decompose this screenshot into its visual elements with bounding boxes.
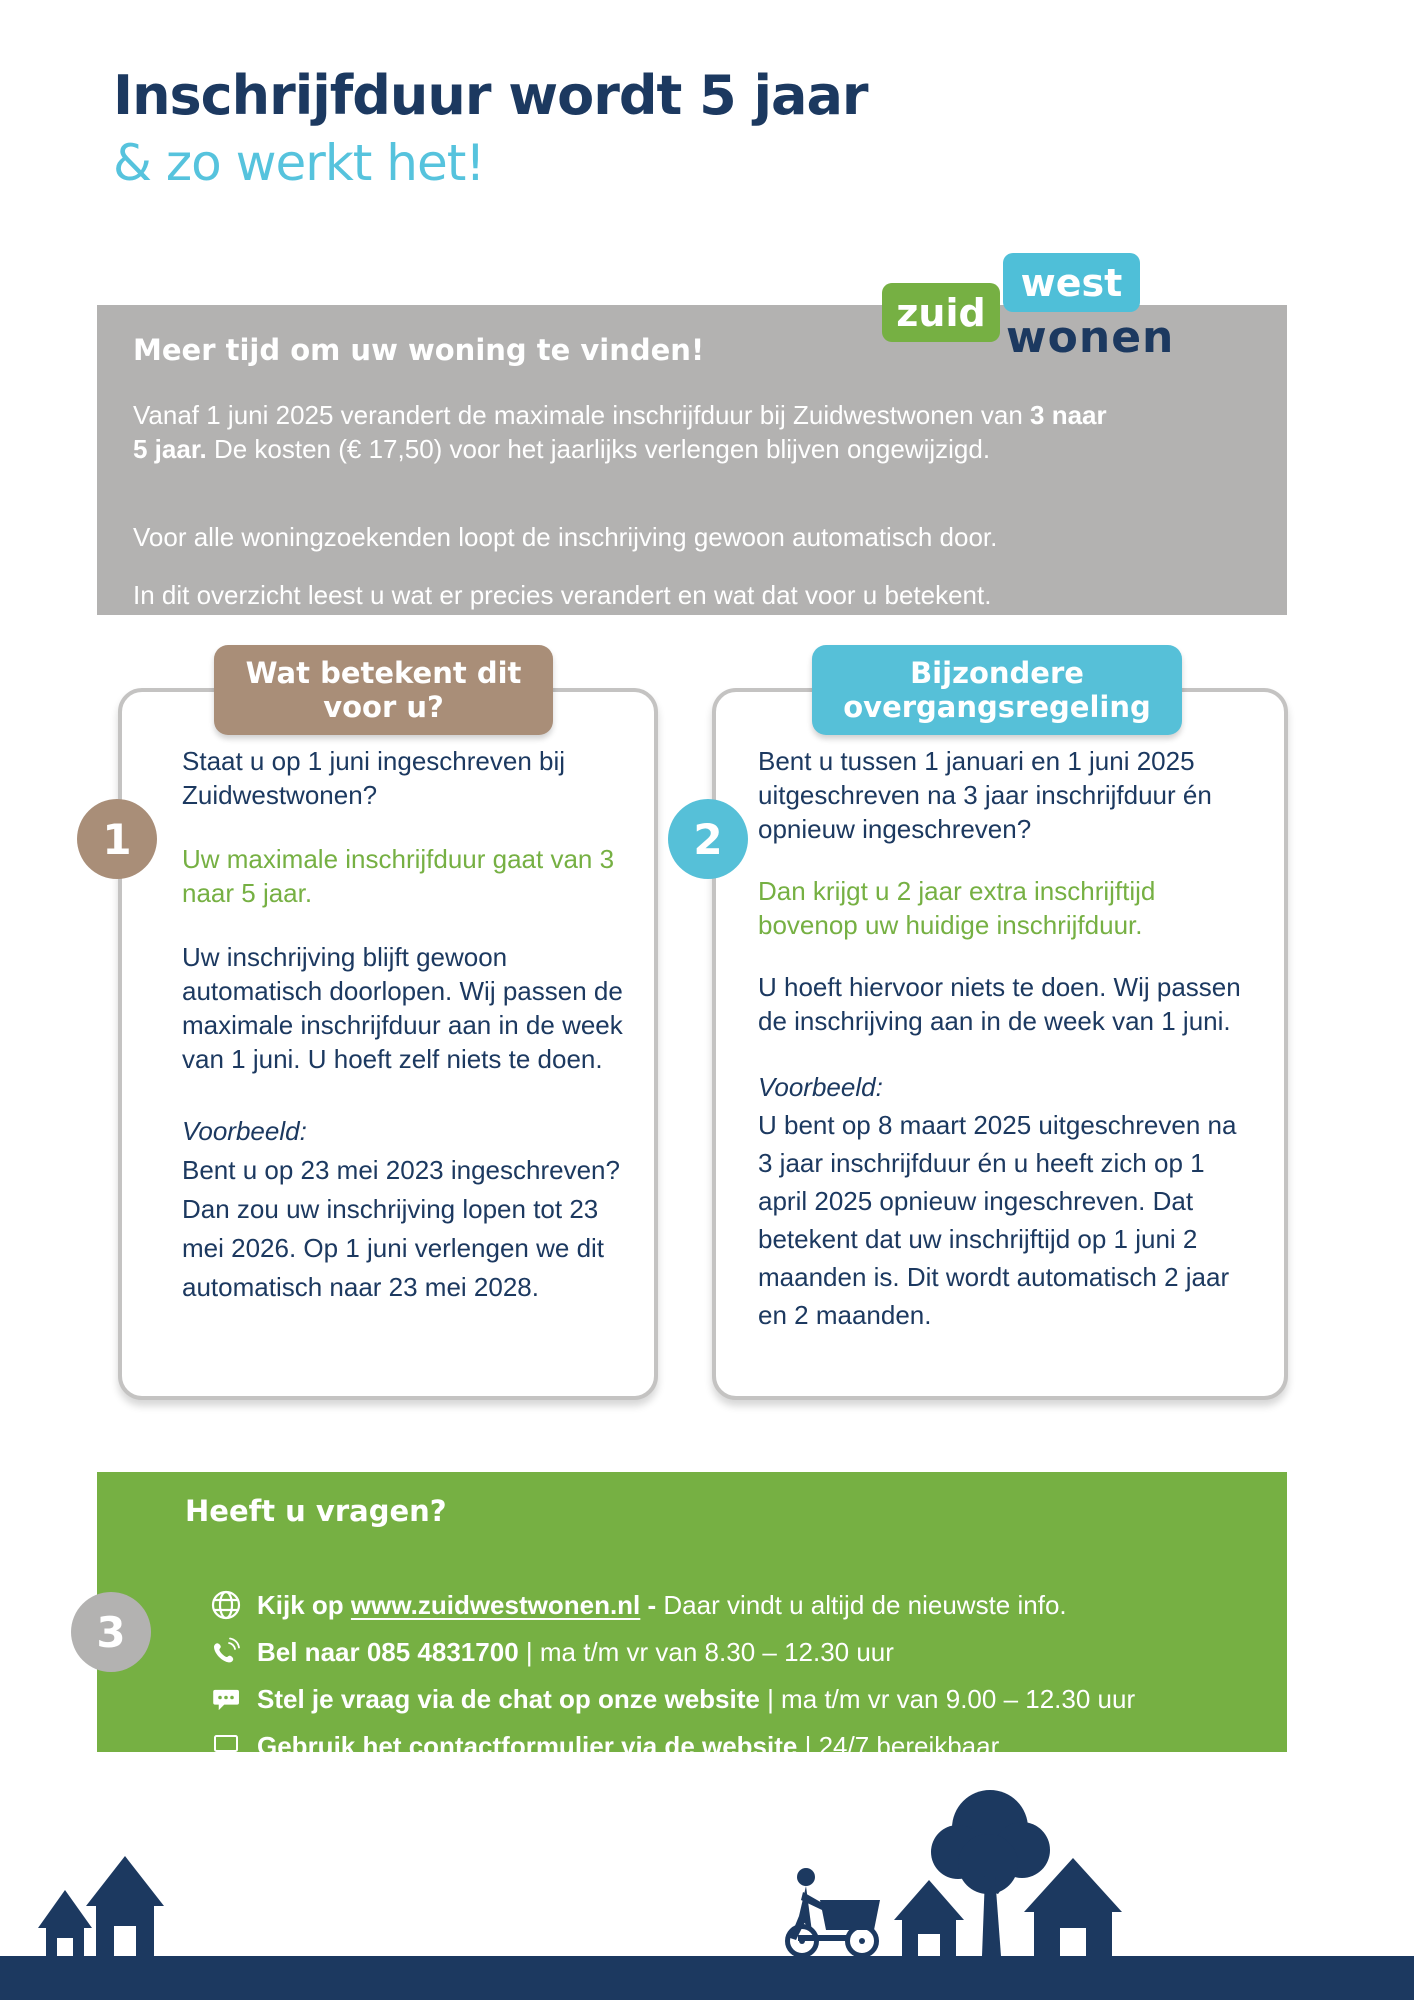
intro-p1-after: De kosten (€ 17,50) voor het jaarlijks verlengen blijven ongewijzigd. bbox=[206, 434, 991, 464]
laptop-icon bbox=[209, 1729, 243, 1763]
intro-heading: Meer tijd om uw woning te vinden! bbox=[133, 333, 705, 367]
contact-chat-hours: | ma t/m vr van 9.00 – 12.30 uur bbox=[759, 1684, 1136, 1714]
intro-paragraph-3: In dit overzicht leest u wat er precies verandert en wat dat voor u betekent. bbox=[133, 580, 992, 610]
logo-zuid-block bbox=[882, 283, 1000, 342]
card2-body: U hoeft hiervoor niets te doen. Wij passen de inschrijving aan in de week van 1 juni. bbox=[758, 972, 1241, 1036]
logo-wonen-text: wonen bbox=[1006, 312, 1175, 363]
card1-example-label: Voorbeeld: bbox=[182, 1116, 307, 1146]
contact-heading: Heeft u vragen? bbox=[185, 1494, 447, 1528]
card2-question: Bent u tussen 1 januari en 1 juni 2025 uitgeschreven na 3 jaar inschrijfduur én opnieuw ingeschreven? bbox=[758, 746, 1212, 844]
house-icon bbox=[1024, 1858, 1122, 1956]
step-1-badge: 1 bbox=[77, 799, 157, 879]
website-link[interactable]: www.zuidwestwonen.nl bbox=[350, 1590, 641, 1620]
card1-question: Staat u op 1 juni ingeschreven bij Zuidwestwonen? bbox=[182, 746, 566, 810]
house-icon bbox=[38, 1890, 92, 1956]
card1-header: Wat betekent dit voor u? bbox=[214, 645, 553, 735]
step-3-badge: 3 bbox=[71, 1592, 151, 1672]
intro-paragraph-1 bbox=[133, 398, 1123, 466]
card2-example bbox=[758, 1068, 1250, 1334]
contact-phone-text bbox=[257, 1636, 894, 1668]
contact-website-text bbox=[257, 1589, 1067, 1621]
logo-west-block bbox=[1003, 253, 1140, 312]
globe-icon bbox=[209, 1588, 243, 1622]
logo-west-text: west bbox=[1020, 260, 1123, 305]
contact-row-form bbox=[209, 1729, 1135, 1763]
card1-highlight: Uw maximale inschrijfduur gaat van 3 naar 5 jaar. bbox=[182, 844, 615, 908]
card2-header: Bijzondere overgangsregeling bbox=[812, 645, 1182, 735]
contact-form-availability: | 24/7 bereikbaar bbox=[797, 1731, 1000, 1761]
contact-chat-text bbox=[257, 1683, 1135, 1715]
cargo-bike-icon bbox=[788, 1868, 881, 1956]
contact-website-prefix: Kijk op bbox=[257, 1590, 351, 1620]
intro-paragraph-2: Voor alle woningzoekenden loopt de inschrijving gewoon automatisch door. bbox=[133, 522, 998, 552]
ground-bar bbox=[0, 1956, 1414, 2000]
contact-phone-bold: Bel naar 085 4831700 bbox=[257, 1637, 519, 1667]
contact-rows bbox=[209, 1588, 1135, 1763]
card1-example bbox=[182, 1112, 628, 1307]
house-icon bbox=[894, 1880, 964, 1956]
card2-highlight: Dan krijgt u 2 jaar extra inschrijftijd bovenop uw huidige inschrijfduur. bbox=[758, 876, 1156, 940]
logo-zuid-text: zuid bbox=[896, 290, 986, 335]
contact-row-phone bbox=[209, 1635, 1135, 1669]
contact-form-bold: Gebruik het contactformulier via de website bbox=[257, 1731, 798, 1761]
card1-example-text: Bent u op 23 mei 2023 ingeschreven? Dan zou uw inschrijving lopen tot 23 mei 2026. Op 1 juni verlengen we dit automatisch naar 23 mei 2028. bbox=[182, 1155, 620, 1302]
contact-website-info: Daar vindt u altijd de nieuwste info. bbox=[663, 1590, 1067, 1620]
card1-body: Uw inschrijving blijft gewoon automatisch doorlopen. Wij passen de maximale inschrijfduur aan in de week van 1 juni. U hoeft zelf niets te doen. bbox=[182, 942, 623, 1074]
contact-phone-hours: | ma t/m vr van 8.30 – 12.30 uur bbox=[518, 1637, 894, 1667]
card2-content bbox=[758, 744, 1250, 1334]
page-subtitle: & zo werkt het! bbox=[113, 134, 485, 192]
card2-example-text: U bent op 8 maart 2025 uitgeschreven na 3 jaar inschrijfduur én u heeft zich op 1 april 2025 opnieuw ingeschreven. Dat betekent dat uw inschrijftijd op 1 juni 2 maanden is. Dit wordt automatisch 2 jaar en 2 maanden. bbox=[758, 1110, 1237, 1330]
intro-p1-before: Vanaf 1 juni 2025 verandert de maximale inschrijfduur bij Zuidwestwonen van bbox=[133, 400, 1031, 430]
house-icon bbox=[86, 1856, 164, 1956]
intro-p1-bold: 3 naar 5 jaar. bbox=[133, 400, 1107, 464]
contact-row-chat bbox=[209, 1682, 1135, 1716]
contact-row-website bbox=[209, 1588, 1135, 1622]
page-title: Inschrijfduur wordt 5 jaar bbox=[113, 64, 868, 127]
step-2-badge: 2 bbox=[668, 799, 748, 879]
contact-form-text bbox=[257, 1730, 999, 1762]
bottom-scene bbox=[0, 1780, 1414, 2000]
contact-website-dash: - bbox=[640, 1590, 664, 1620]
card1-content bbox=[182, 744, 628, 1307]
chat-icon bbox=[209, 1682, 243, 1716]
card2-example-label: Voorbeeld: bbox=[758, 1072, 883, 1102]
contact-chat-bold: Stel je vraag via de chat op onze website bbox=[257, 1684, 760, 1714]
phone-icon bbox=[209, 1635, 243, 1669]
contact-box bbox=[97, 1472, 1287, 1761]
